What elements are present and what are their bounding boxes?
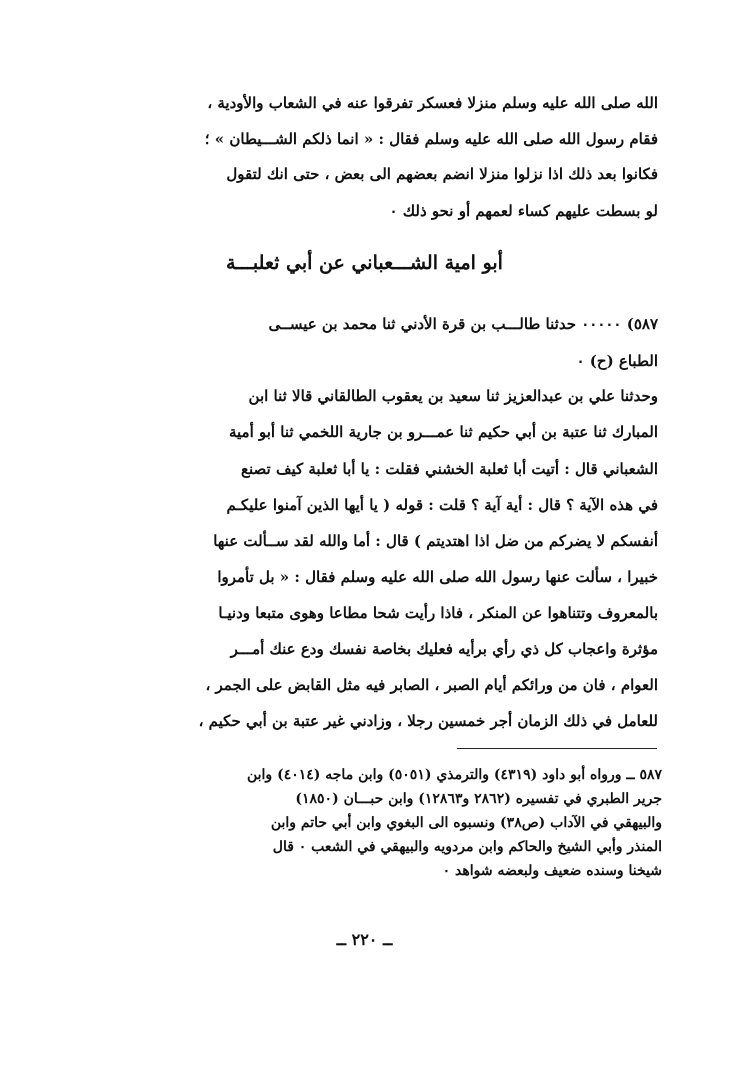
text-line: لو بسطت عليهم كساء لعمهم أو نحو ذلك ٠ <box>389 202 658 220</box>
footnote-line: شيخنا وسنده ضعيف ولبعضه شواهد ٠ <box>442 863 662 879</box>
page-number: ــ ٢٢٠ ــ <box>336 930 393 949</box>
hadith-number-line: ٥٨٧) ٠٠٠٠٠ حدثنا طالـــب بن قرة الأدني ثنا محمد بن عيســى <box>268 315 658 333</box>
text-line: العوام ، فان من ورائكم أيام الصبر ، الصابر فيه مثل القابض على الجمر ، <box>205 676 658 694</box>
footnote-line: جرير الطبري في تفسيره (٢٨٦٢ و١٢٨٦٣) وابن حبـــان (١٨٥٠) <box>295 791 662 807</box>
footnote-line: المنذر وأبي الشيخ والحاكم وابن مردويه والبيهقي في الشعب ٠ قال <box>272 839 662 855</box>
text-line: الله صلى الله عليه وسلم منزلا فعسكر تفرقوا عنه في الشعاب والأودية ، <box>207 94 658 112</box>
text-line: مؤثرة واعجاب كل ذي رأي برأيه فعليك بخاصة نفسك ودع عنك أمـــر <box>230 640 658 658</box>
text-line: الشعباني قال : أتيت أبا ثعلبة الخشني فقلت : يا أبا ثعلبة كيف تصنع <box>241 460 658 478</box>
footnote-divider <box>457 748 657 749</box>
text-line: فقام رسول الله صلى الله عليه وسلم فقال : « انما ذلكم الشـــيطان » ؛ <box>204 130 658 148</box>
text-line: بالمعروف وتتناهوا عن المنكر ، فاذا رأيت شحا مطاعا وهوى متبعا ودنيـا <box>218 604 658 622</box>
text-line: الطباع (ح) ٠ <box>576 352 658 370</box>
text-line: أنفسكم لا يضركم من ضل اذا اهتديتم ) قال : أما والله لقد ســألت عنها <box>213 532 658 550</box>
text-line: المبارك ثنا عتبة بن أبي حكيم ثنا عمـــرو بن جارية اللخمي ثنا أبو أمية <box>228 423 658 441</box>
text-line: خبيرا ، سألت عنها رسول الله صلى الله عليه وسلم فقال : « بل تأمروا <box>217 568 658 586</box>
text-line: وحدثنا علي بن عبدالعزيز ثنا سعيد بن يعقوب الطالقاني قالا ثنا ابن <box>248 387 658 405</box>
footnote-line: ٥٨٧ ــ ورواه أبو داود (٤٣١٩) والترمذي (٥٠٥١) وابن ماجه (٤٠١٤) وابن <box>246 767 662 783</box>
text-line: في هذه الآية ؟ قال : أية آية ؟ قلت : قوله ( يا أيها الذين آمنوا عليكـم <box>226 496 658 514</box>
text-line: للعامل في ذلك الزمان أجر خمسين رجلا ، وزادني غير عتبة بن أبي حكيم ، <box>198 712 658 730</box>
footnote-line: والبيهقي في الآداب (ص٣٨) ونسبوه الى البغوي وابن أبي حاتم وابن <box>270 815 662 831</box>
section-heading: أبو امية الشـــعباني عن أبي ثعلبـــة <box>226 252 503 274</box>
text-line: فكانوا بعد ذلك اذا نزلوا منزلا انضم بعضهم الى بعض ، حتى انك لتقول <box>226 165 658 183</box>
